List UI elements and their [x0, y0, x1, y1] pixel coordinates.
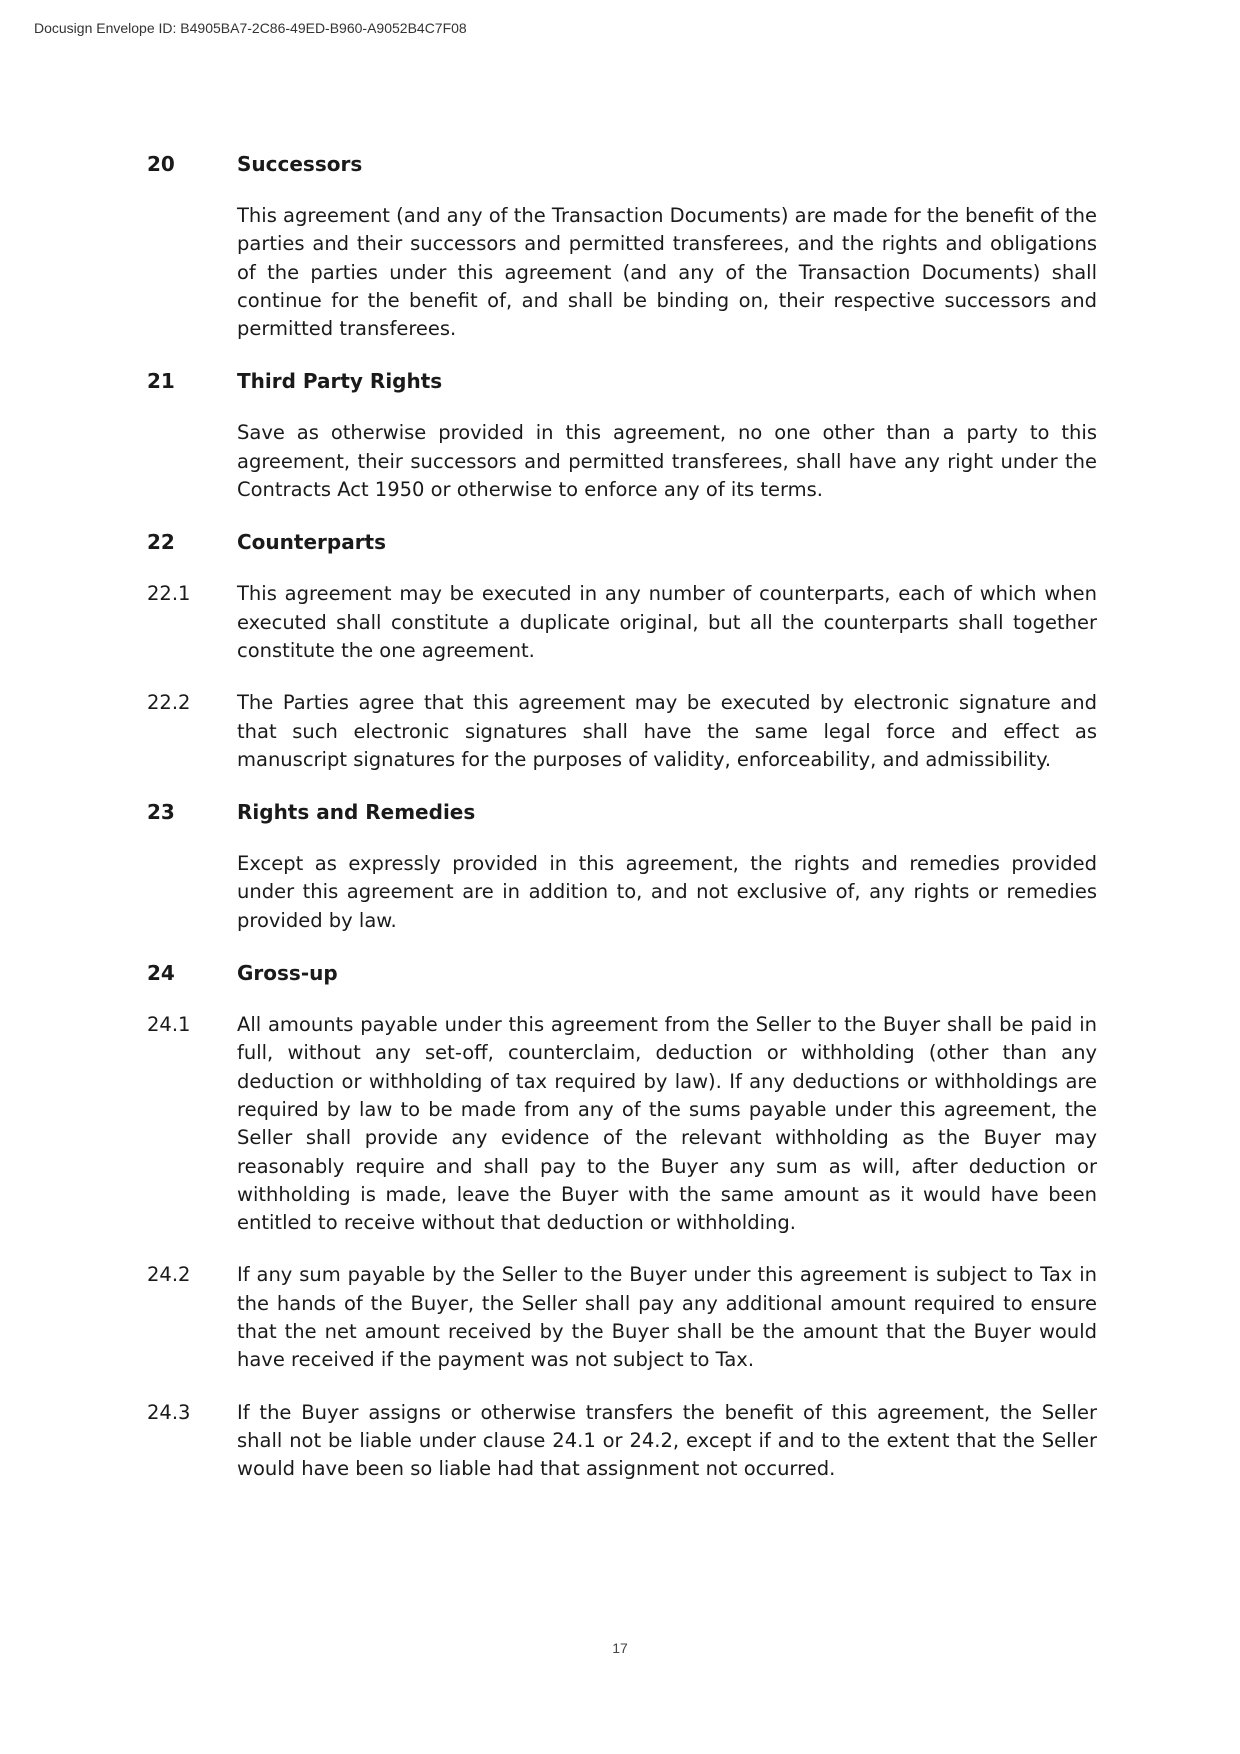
section-number: 22: [147, 530, 175, 555]
clause-paragraph: [147, 1011, 1097, 1237]
clause-number: 22.1: [147, 582, 191, 606]
clause-paragraph: [147, 1399, 1097, 1484]
section-heading: [147, 528, 1097, 556]
section-heading: [147, 959, 1097, 987]
clause-text: Save as otherwise provided in this agreement, no one other than a party to this agreement, their successors and permitted transferees, shall have any right under the Contracts Act 1950 or otherwise to enforce any of its terms.: [237, 421, 1097, 502]
clause-number: [147, 202, 237, 343]
section-heading: [147, 367, 1097, 395]
clause-number: [147, 419, 237, 504]
section-heading: [147, 150, 1097, 178]
clause-number: 24.2: [147, 1263, 191, 1287]
clause-paragraph: [147, 580, 1097, 665]
clause-text: The Parties agree that this agreement may be executed by electronic signature and that such electronic signatures shall have the same legal force and effect as manuscript signatures for the purposes of validity, enforceability, and admissibility.: [237, 691, 1097, 771]
section-number: 24: [147, 961, 175, 986]
clause-number: 24.3: [147, 1400, 191, 1424]
clause-paragraph: [147, 689, 1097, 774]
section-title: Third Party Rights: [237, 369, 443, 394]
clause-text: This agreement (and any of the Transaction Documents) are made for the benefit of the parties and their successors and permitted transferees, and the rights and obligations of the parties under this agreement (and any of the Transaction Documents) shall continue for the benefit of, and shall be binding on, their respective successors and permitted transferees.: [237, 204, 1097, 341]
clause-text: All amounts payable under this agreement from the Seller to the Buyer shall be paid in full, without any set-off, counterclaim, deduction or withholding (other than any deduction or withholding of tax required by law). If any deductions or withholdings are required by law to be made from any of the sums payable under this agreement, the Seller shall provide any evidence of the relevant withholding as the Buyer may reasonably require and shall pay to the Buyer any sum as will, after deduction or withholding is made, leave the Buyer with the same amount as it would have been entitled to receive without that deduction or withholding.: [237, 1013, 1097, 1235]
section-number: 21: [147, 369, 175, 394]
section-title: Rights and Remedies: [237, 800, 476, 825]
section-title: Gross-up: [237, 961, 338, 986]
clause-paragraph: [147, 202, 1097, 343]
clause-paragraph: [147, 419, 1097, 504]
clause-number: 24.1: [147, 1013, 191, 1037]
clause-number: 22.2: [147, 691, 191, 715]
clause-number: [147, 850, 237, 935]
envelope-id: Docusign Envelope ID: B4905BA7-2C86-49ED-B960-A9052B4C7F08: [34, 20, 467, 36]
clause-paragraph: [147, 850, 1097, 935]
section-title: Successors: [237, 152, 363, 176]
section-title: Counterparts: [237, 530, 387, 555]
clause-text: Except as expressly provided in this agreement, the rights and remedies provided under this agreement are in addition to, and not exclusive of, any rights or remedies provided by law.: [237, 852, 1097, 932]
section-heading: [147, 798, 1097, 826]
document-body: [147, 150, 1097, 1508]
clause-text: If the Buyer assigns or otherwise transfers the benefit of this agreement, the Seller shall not be liable under clause 24.1 or 24.2, except if and to the extent that the Seller would have been so liable had that assignment not occurred.: [237, 1400, 1097, 1481]
section-number: 20: [147, 152, 175, 176]
clause-text: This agreement may be executed in any number of counterparts, each of which when executed shall constitute a duplicate original, but all the counterparts shall together constitute the one agreement.: [237, 582, 1097, 662]
clause-text: If any sum payable by the Seller to the Buyer under this agreement is subject to Tax in the hands of the Buyer, the Seller shall pay any additional amount required to ensure that the net amount received by the Buyer shall be the amount that the Buyer would have received if the payment was not subject to Tax.: [237, 1263, 1097, 1372]
page-number: 17: [612, 1640, 628, 1656]
clause-paragraph: [147, 1261, 1097, 1374]
section-number: 23: [147, 800, 175, 825]
